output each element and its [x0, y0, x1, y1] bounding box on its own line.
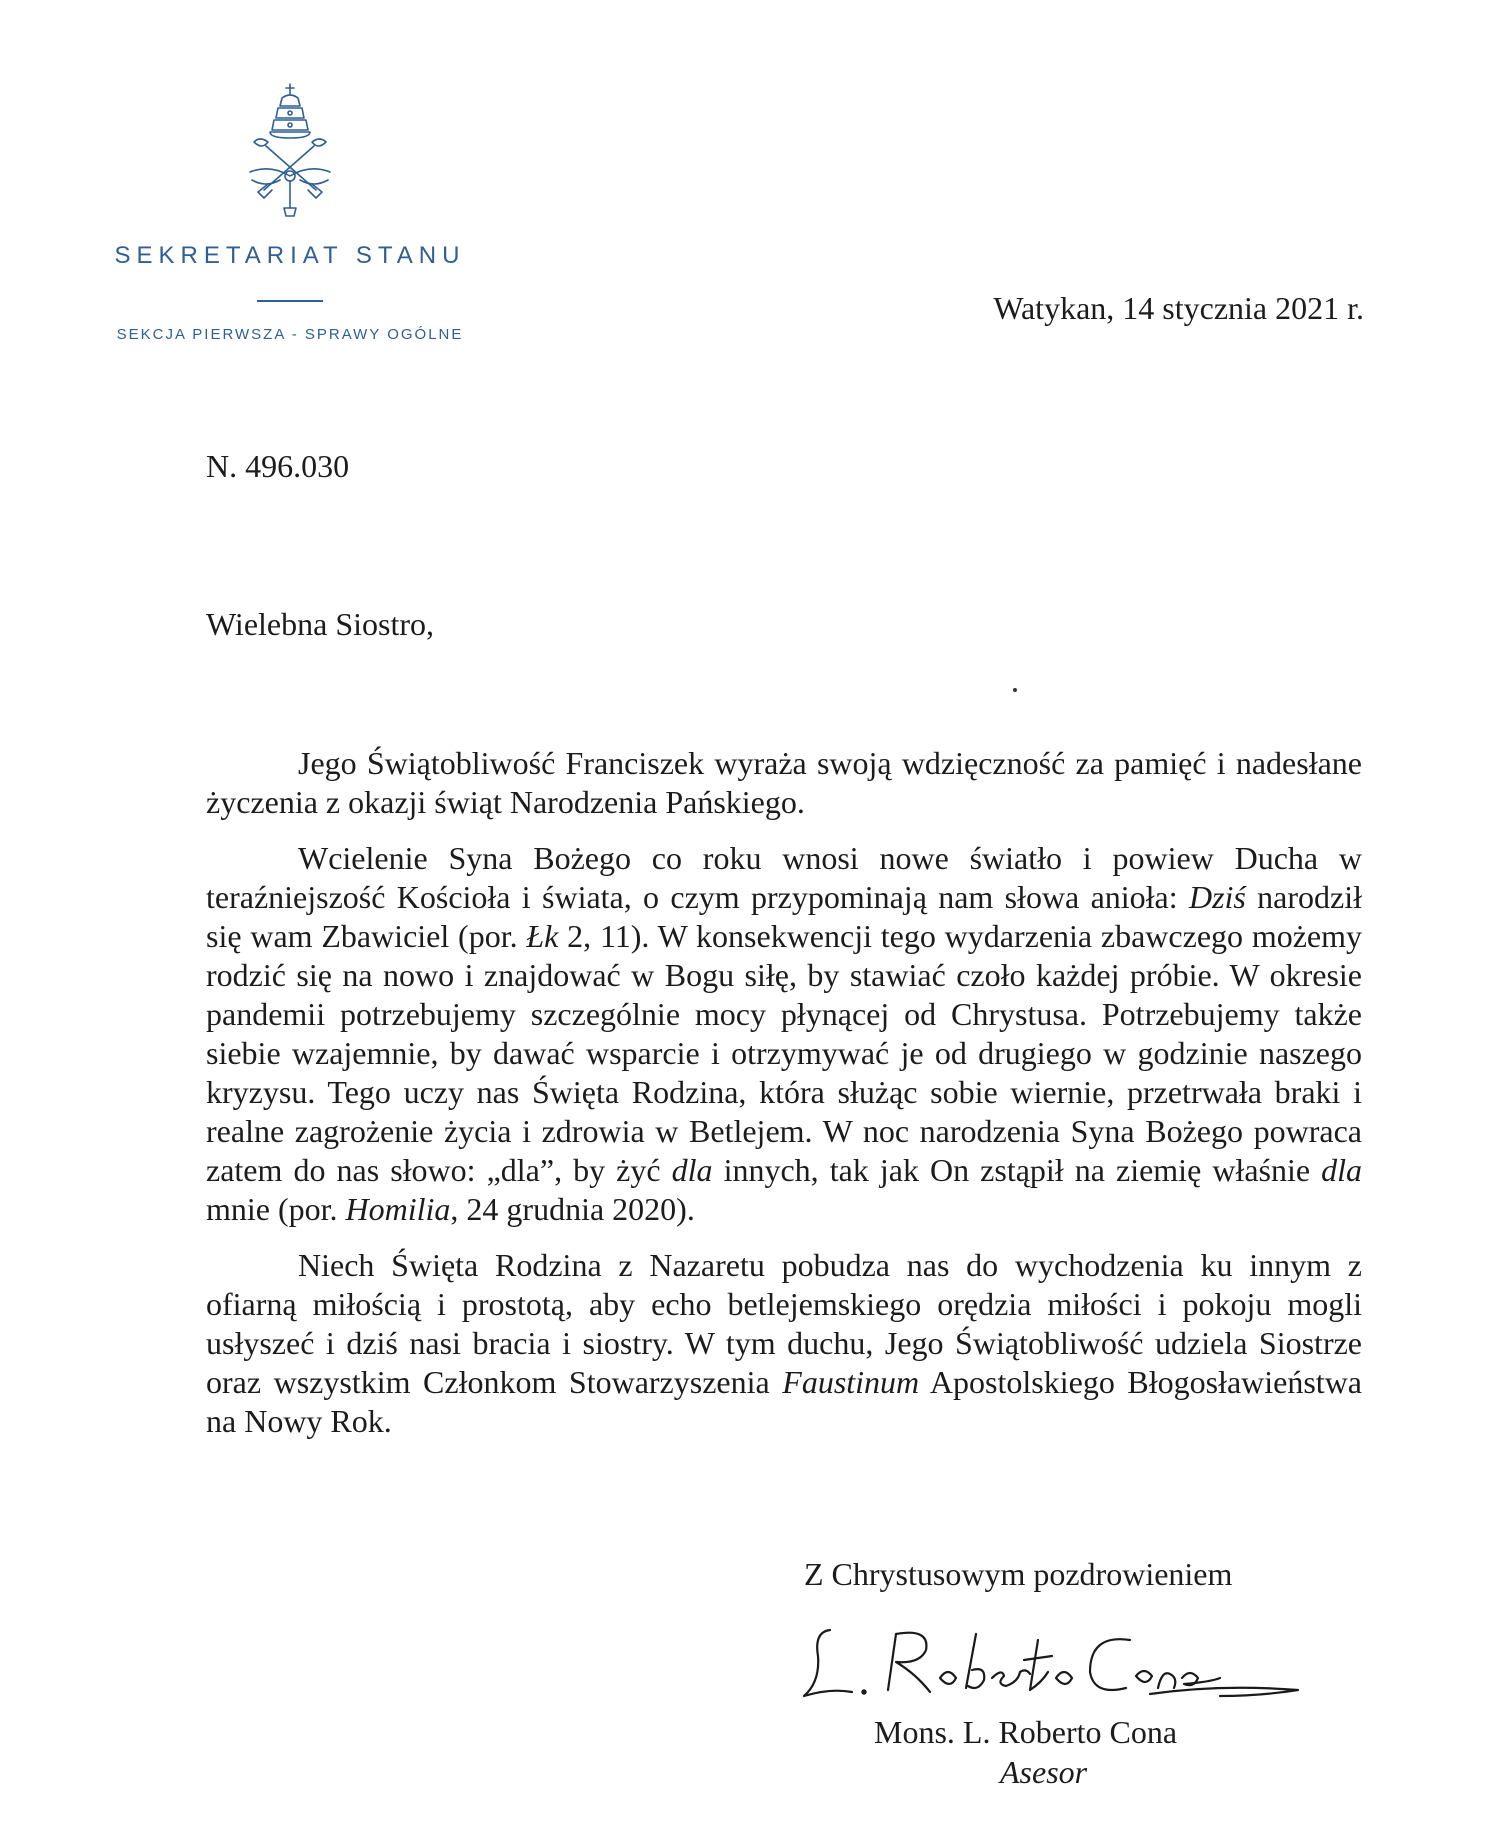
- papal-crest-icon: [230, 80, 350, 220]
- salutation: Wielebna Siostro,: [206, 606, 434, 642]
- handwritten-signature: [790, 1612, 1310, 1712]
- office-name: SEKRETARIAT STANU: [114, 242, 466, 269]
- section-name: SEKCJA PIERWSZA - SPRAWY OGÓLNE: [116, 326, 464, 343]
- letterhead: [60, 80, 520, 343]
- reference-number: N. 496.030: [206, 448, 350, 484]
- letter-body: [206, 744, 1362, 1458]
- signer-name: Mons. L. Roberto Cona: [874, 1714, 1178, 1750]
- closing-phrase: Z Chrystusowym pozdrowieniem: [804, 1556, 1233, 1592]
- letter-date: Watykan, 14 stycznia 2021 r.: [993, 290, 1364, 326]
- letterhead-divider: [257, 300, 323, 302]
- paragraph-2: Wcielenie Syna Bożego co roku wnosi nowe światło i powiew Ducha w teraźniejszość Kościoła i świata, o czym przypominają nam słowa anioła: Dziś narodził się wam Zbawiciel (por. Łk 2, 11). W konsekwencji tego wydarzenia zbawczego możemy rodzić się na nowo i znajdować w Bogu siłę, by stawiać czoło każdej próbie. W okresie pandemii potrzebujemy szczególnie mocy płynącej od Chrystusa. Potrzebujemy także siebie wzajemnie, by dawać wsparcie i otrzymywać je od drugiego w godzinie naszego kryzysu. Tego uczy nas Święta Rodzina, która służąc sobie wiernie, przetrwała braki i realne zagrożenie życia i zdrowia w Betlejem. W noc narodzenia Syna Bożego powraca zatem do nas słowo: „dla”, by żyć dla innych, tak jak On zstąpił na ziemię właśnie dla mnie (por. Homilia, 24 grudnia 2020).: [206, 840, 1363, 1227]
- signer-title: Asesor: [1000, 1754, 1088, 1790]
- paragraph-3: Niech Święta Rodzina z Nazaretu pobudza nas do wychodzenia ku innym z ofiarną miłością i prostotą, aby echo betlejemskiego orędzia miłości i pokoju mogli usłyszeć i dziś nasi bracia i siostry. W tym duchu, Jego Świątobliwość udziela Siostrze oraz wszystkim Członkom Stowarzyszenia Faustinum Apostolskiego Błogosławieństwa na Nowy Rok.: [206, 1247, 1363, 1439]
- paragraph-1: Jego Świątobliwość Franciszek wyraża swoją wdzięczność za pamięć i nadesłane życzenia z okazji świąt Narodzenia Pańskiego.: [206, 745, 1362, 820]
- ink-speck: [1013, 688, 1017, 692]
